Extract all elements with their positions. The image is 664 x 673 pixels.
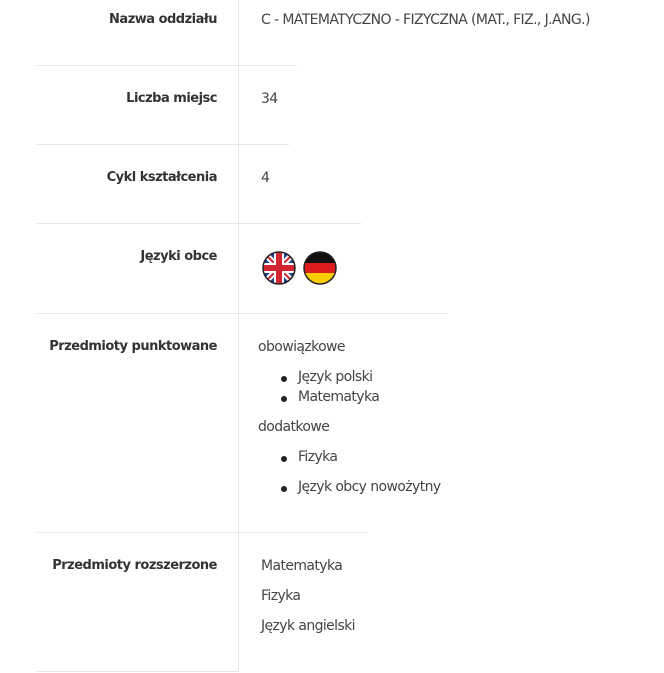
bullet-icon xyxy=(281,376,287,382)
label-jezyki-obce: Języki obce xyxy=(140,249,217,264)
english-flag-icon xyxy=(262,251,296,285)
row-divider xyxy=(37,144,289,145)
german-flag-icon xyxy=(303,251,337,285)
list-item: Fizyka xyxy=(298,449,338,465)
label-nazwa-oddzialu: Nazwa oddziału xyxy=(109,12,217,27)
label-przedmioty-punktowane: Przedmioty punktowane xyxy=(49,339,217,354)
list-item: Język angielski xyxy=(261,618,355,634)
row-divider xyxy=(37,223,361,224)
bullet-icon xyxy=(281,396,287,402)
list-item: Język obcy nowożytny xyxy=(298,479,441,495)
list-item: Fizyka xyxy=(261,588,301,604)
label-cykl-ksztalcenia: Cykl kształcenia xyxy=(106,170,217,185)
bullet-icon xyxy=(281,456,287,462)
label-przedmioty-rozszerzone: Przedmioty rozszerzone xyxy=(52,558,217,573)
row-divider xyxy=(37,532,368,533)
row-divider xyxy=(37,313,448,314)
heading-dodatkowe: dodatkowe xyxy=(258,419,330,435)
row-divider xyxy=(37,671,239,672)
value-cykl-ksztalcenia: 4 xyxy=(261,170,270,186)
list-item: Język polski xyxy=(298,369,373,385)
list-item: Matematyka xyxy=(261,558,343,574)
bullet-icon xyxy=(281,486,287,492)
row-divider xyxy=(37,65,297,66)
label-liczba-miejsc: Liczba miejsc xyxy=(126,91,217,106)
value-liczba-miejsc: 34 xyxy=(261,91,278,107)
heading-obowiazkowe: obowiązkowe xyxy=(258,339,345,355)
column-divider xyxy=(238,0,239,671)
list-item: Matematyka xyxy=(298,389,380,405)
value-nazwa-oddzialu: C - MATEMATYCZNO - FIZYCZNA (MAT., FIZ., J.ANG.) xyxy=(261,12,590,28)
